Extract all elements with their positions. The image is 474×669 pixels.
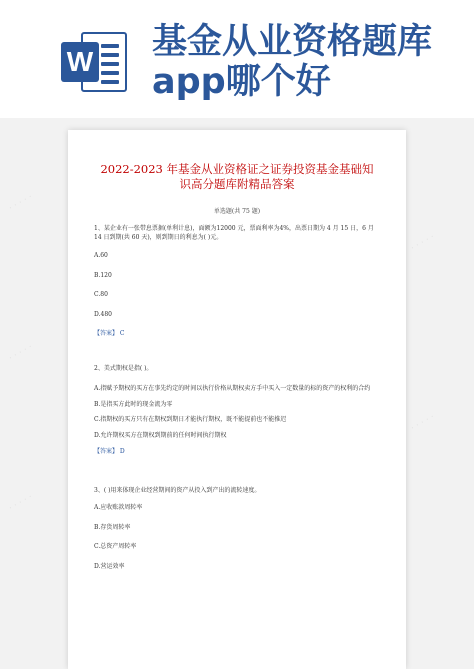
question-option: A.60 bbox=[94, 252, 108, 259]
document-title: 2022-2023 年基金从业资格证之证券投资基金基础知识高分题库附精品答案 bbox=[100, 162, 374, 191]
question-option: B.120 bbox=[94, 271, 112, 279]
question-option: B.是指买方此时的现金流为零 bbox=[94, 400, 173, 408]
document-background: · · · · · · · · · · · · · · · · · · · · · · · · · bbox=[0, 118, 474, 669]
question-option: A.指赋予期权的买方在事先约定的时间以执行价格从期权卖方手中买入一定数量的标的资产的权利的合约 bbox=[94, 385, 371, 392]
word-document-icon bbox=[61, 32, 127, 92]
question-option: B.存货周转率 bbox=[94, 523, 131, 531]
question-option: D.允许期权买方在期权到期前的任何时间执行期权 bbox=[94, 431, 227, 439]
banner-title-line1: 基金从业资格题库 bbox=[152, 22, 433, 62]
question-stem: 2、美式期权是指( )。 bbox=[94, 364, 153, 372]
question-option: D.营运效率 bbox=[94, 562, 125, 570]
question-option: D.480 bbox=[94, 310, 112, 318]
section-subtitle: 单选题(共 75 题) bbox=[213, 208, 261, 215]
question-option: A.应收账款周转率 bbox=[94, 504, 143, 511]
question-stem: 1、某企业有一张带息票据(单利计息)，面额为12000 元，票面利率为4%，出票日期为 4 月 15 日，6 月 14 日到期(共 60 天)，则到期日的利息为( )元。 bbox=[94, 225, 374, 241]
document-page[interactable] bbox=[68, 130, 406, 669]
answer-label: 【答案】 D bbox=[94, 448, 125, 455]
question-option: C.总资产周转率 bbox=[94, 543, 137, 550]
question-2 bbox=[94, 365, 380, 457]
question-1 bbox=[94, 225, 380, 339]
banner-title-line2: app哪个好 bbox=[152, 62, 331, 102]
question-option: C.80 bbox=[94, 291, 108, 298]
question-stem: 3、( )用来体现企业经营期间的资产从投入到产出的流转速度。 bbox=[94, 486, 261, 494]
top-banner bbox=[0, 0, 474, 118]
answer-label: 【答案】 C bbox=[94, 330, 125, 337]
banner-title bbox=[152, 22, 452, 102]
question-3 bbox=[94, 487, 380, 572]
question-option: C.指期权的买方只有在期权到期日才能执行期权，既不能提前也不能推迟 bbox=[94, 416, 287, 423]
word-badge: W bbox=[61, 42, 99, 82]
